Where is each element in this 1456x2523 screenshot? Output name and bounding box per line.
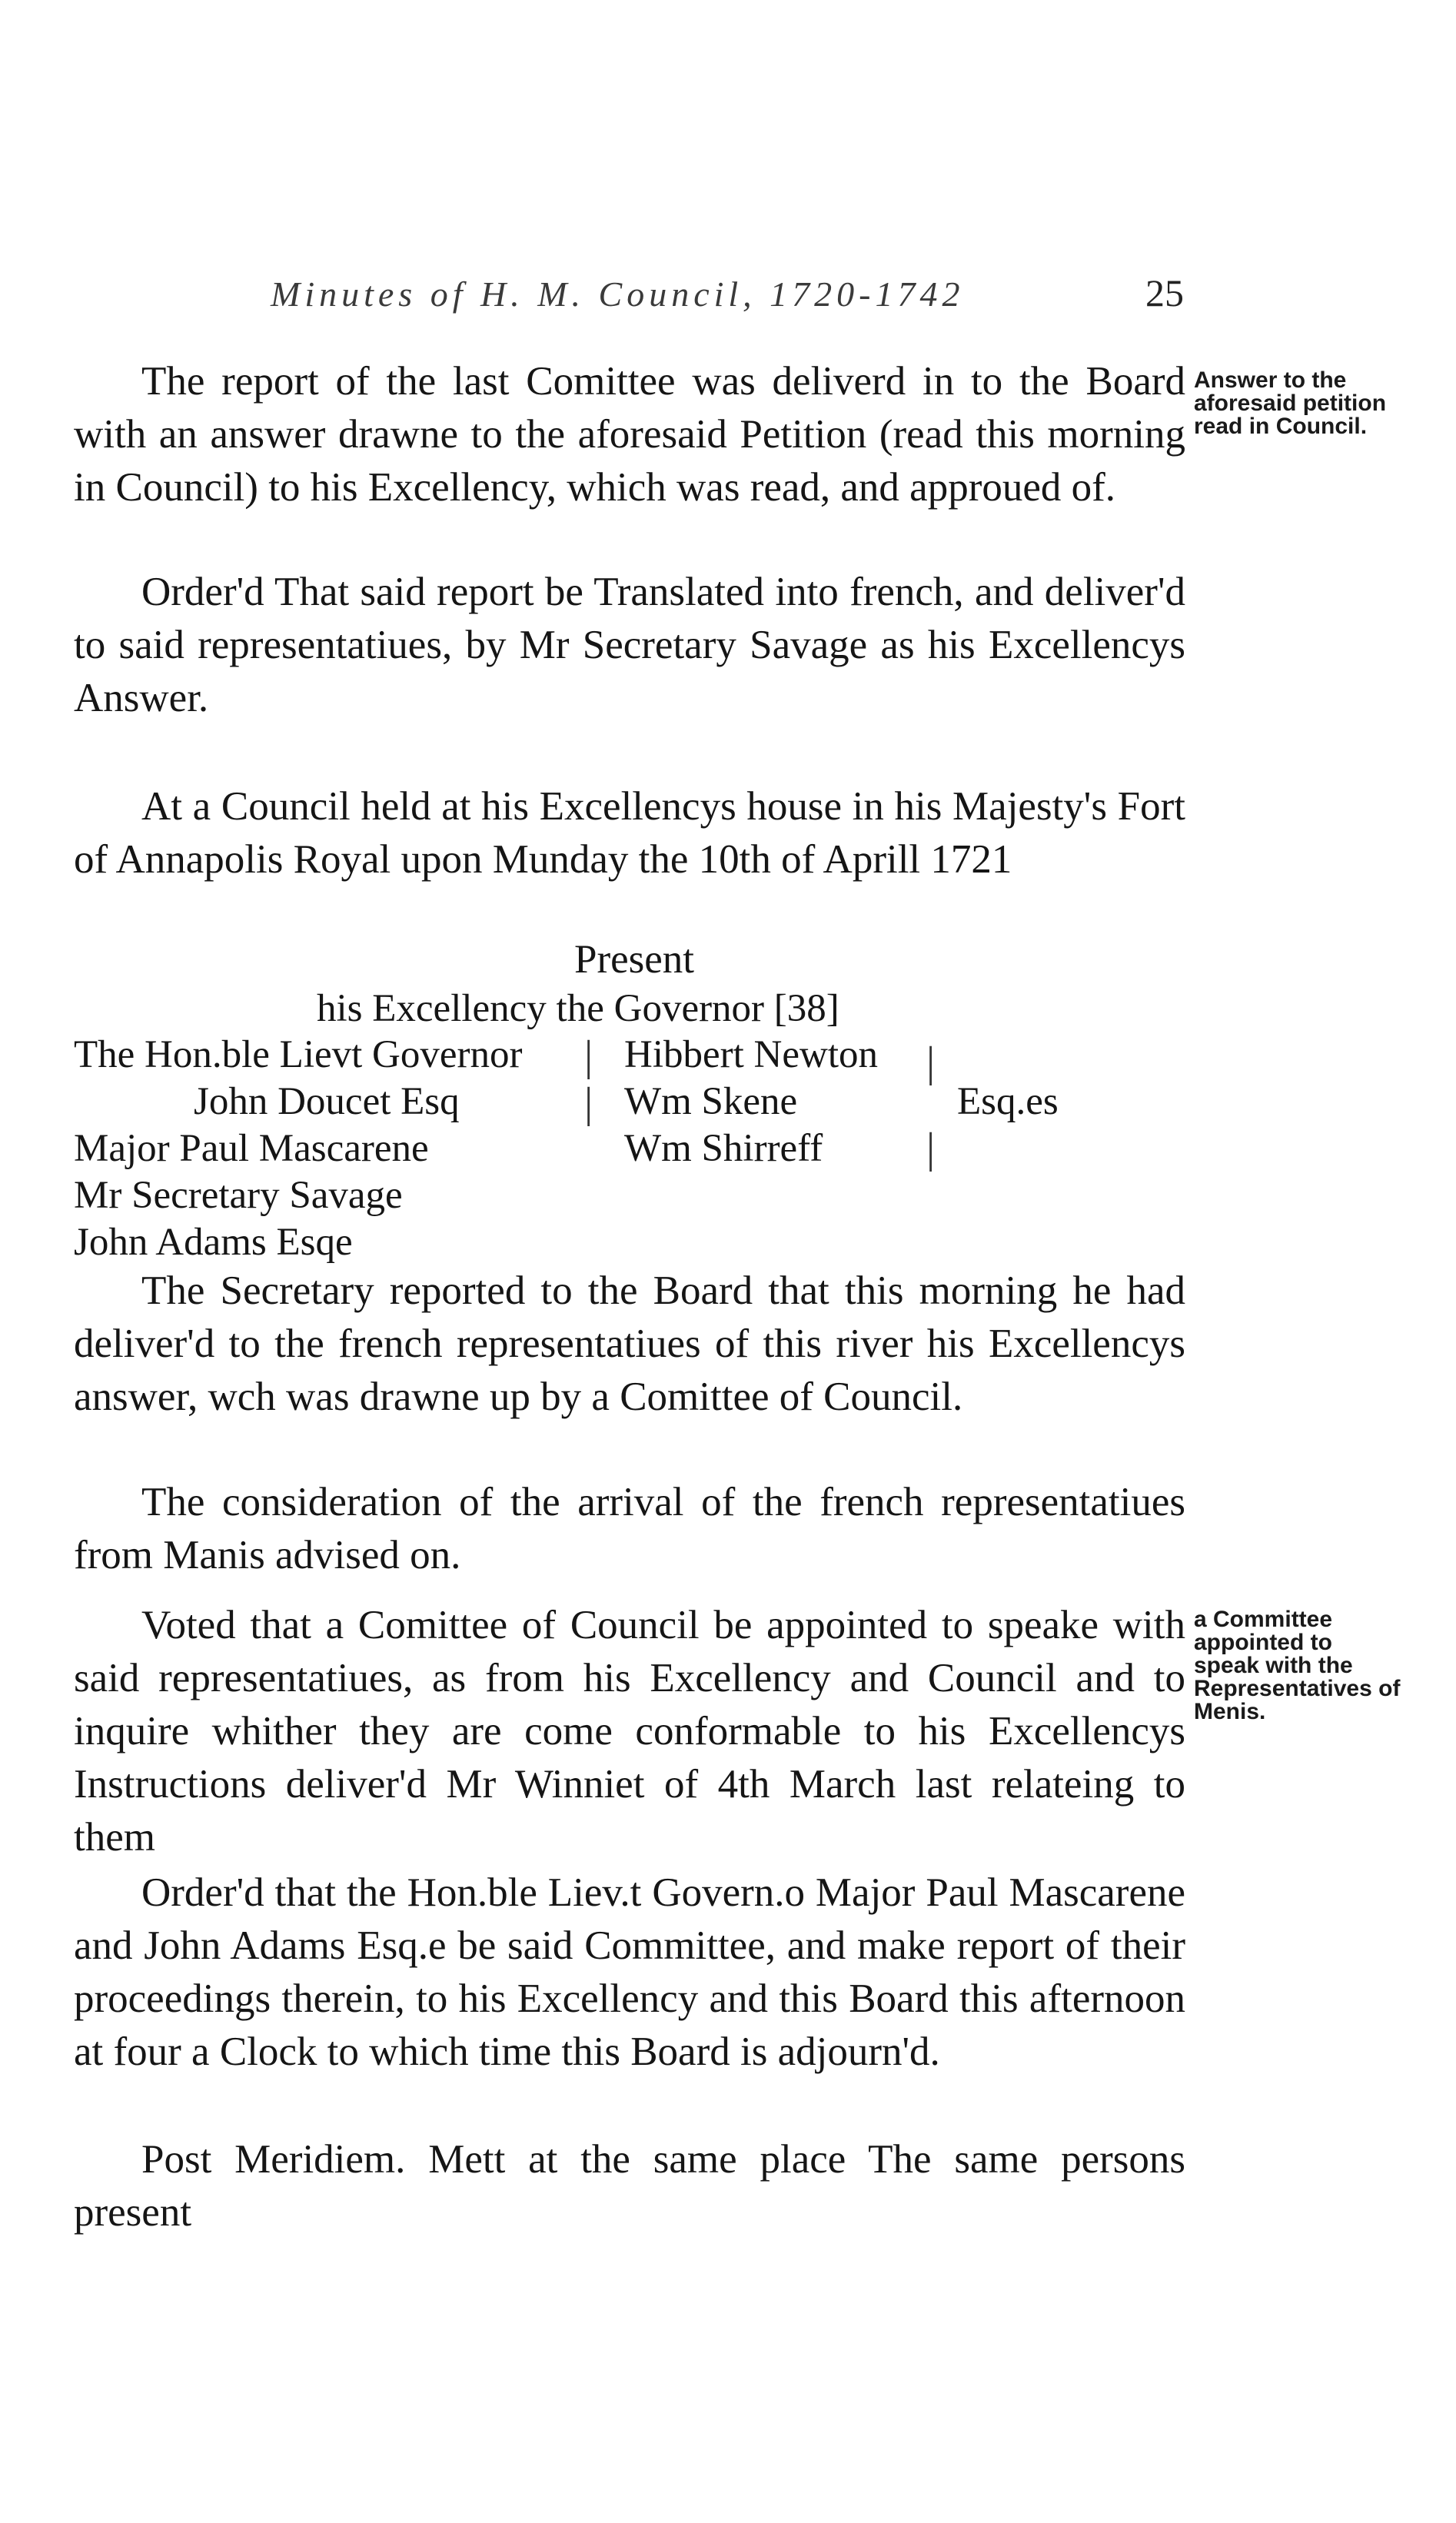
attendance-left-3: Major Paul Mascarene (74, 1127, 429, 1170)
attendance-governor: his Excellency the Governor [38] (317, 987, 839, 1030)
attendance-left-5: John Adams Esqe (74, 1221, 353, 1264)
attendance-right-suffix: Esq.es (957, 1080, 1059, 1123)
attendance-right-1: Hibbert Newton (624, 1033, 879, 1076)
attendance-left-2: John Doucet Esq (194, 1080, 460, 1123)
paragraph-post-meridiem: Post Meridiem. Mett at the same place The same persons present (74, 2137, 1185, 2235)
left-bracket-mark: | (584, 1032, 593, 1080)
page-number: 25 (1145, 271, 1184, 314)
present-heading: Present (573, 937, 695, 982)
page-header (261, 271, 1184, 327)
running-title: Minutes of H. M. Council, 1720-1742 (271, 274, 965, 314)
left-bracket-mark: | (584, 1079, 593, 1127)
attendance-right-2: Wm Skene (624, 1080, 798, 1123)
attendance-left-4: Mr Secretary Savage (74, 1174, 403, 1217)
paragraph-report-delivered: The report of the last Comittee was deliverd in to the Board with an answer drawne to the aforesaid Petition (read this morning in Council) to his Excellency, which was read, and approued of. (74, 359, 1185, 510)
paragraph-voted-committee: Voted that a Comittee of Council be appointed to speake with said representatiues, as from his Excellency and Council and to inquire whither they are come conformable to his Excellencys Instructions deliver'd Mr Winniet of 4th March last relateing to them (74, 1603, 1185, 1860)
right-bracket-mark: | (926, 1125, 936, 1172)
attendance-right-3: Wm Shirreff (624, 1127, 823, 1170)
paragraph-committee-order: Order'd that the Hon.ble Liev.t Govern.o Major Paul Mascarene and John Adams Esq.e be said Committee, and make report of their proceedings therein, to his Excellency and this Board this afternoon at four a Clock to which time this Board is adjourn'd. (74, 1870, 1185, 2074)
margin-note-answer: Answer to the aforesaid petition read in Council. (1194, 367, 1387, 439)
paragraph-council-held: At a Council held at his Excellencys house in his Majesty's Fort of Annapolis Royal upon Munday the 10th of Aprill 1721 (74, 784, 1185, 882)
right-bracket-mark: | (926, 1039, 936, 1086)
margin-note-committee: a Committee appointed to speak with the Representatives of Menis. (1194, 1607, 1401, 1724)
attendance-left-1: The Hon.ble Lievt Governor (74, 1033, 523, 1076)
paragraph-consideration: The consideration of the arrival of the french representatiues from Manis advised on. (74, 1480, 1185, 1577)
paragraph-translation-order: Order'd That said report be Translated into french, and deliver'd to said representatiues, by Mr Secretary Savage as his Excellencys Answer. (74, 570, 1185, 720)
paragraph-secretary-report: The Secretary reported to the Board that this morning he had deliver'd to the french representatiues of this river his Excellencys answer, wch was drawne up by a Comittee of Council. (74, 1268, 1185, 1419)
